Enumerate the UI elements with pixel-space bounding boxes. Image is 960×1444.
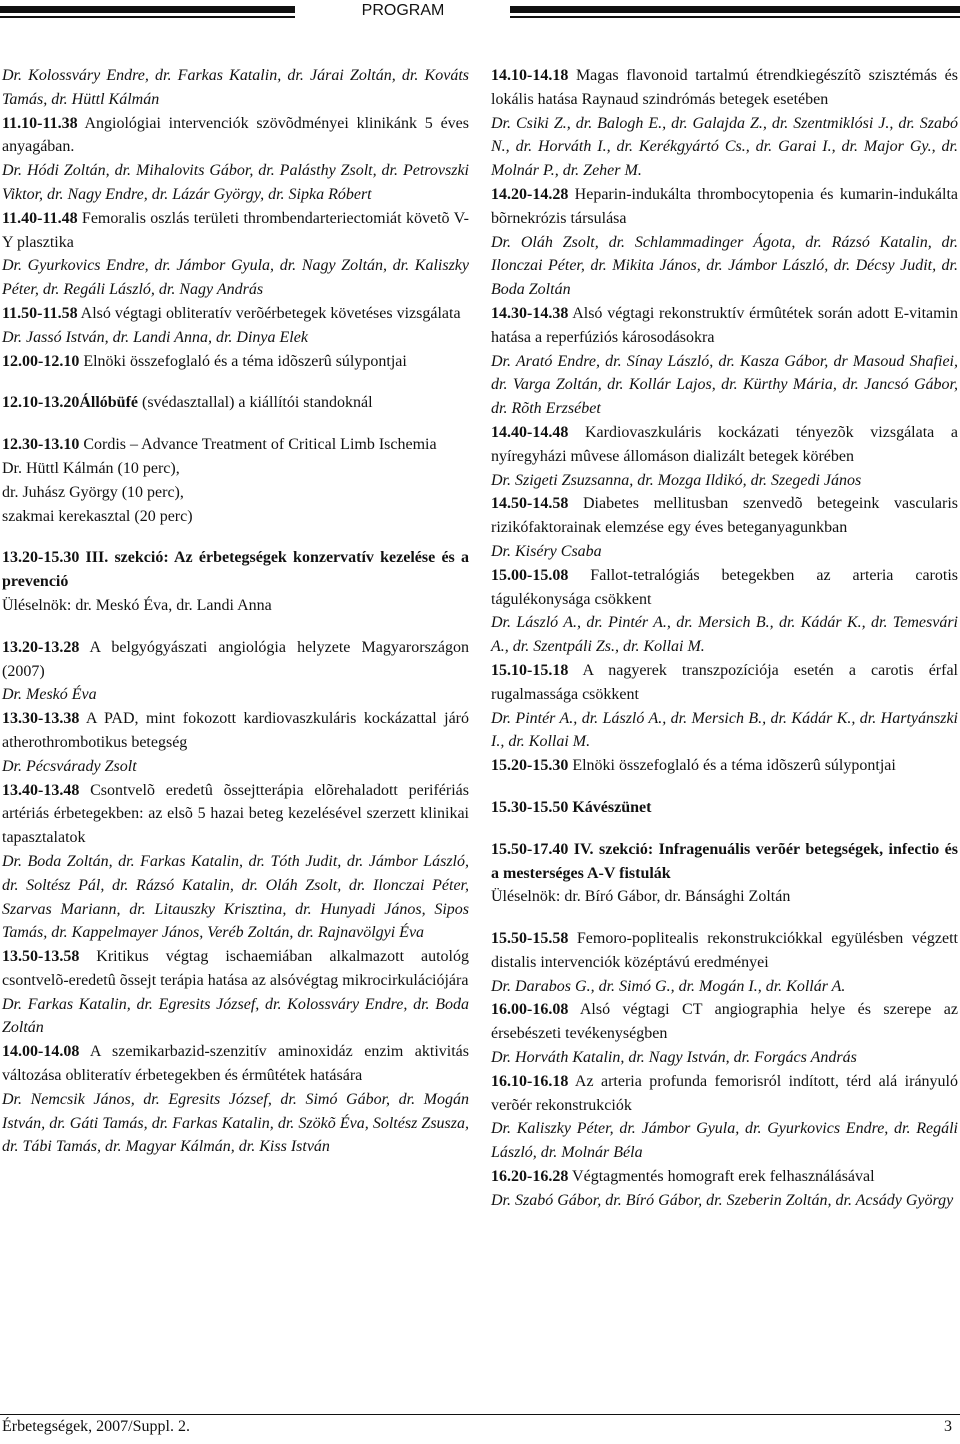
item-title: Csontvelõ eredetû õssejtterápia elõrehaladott perifériás artériás érbetegekben: az elsõ 5 hazai beteg kezelésével szerzett klinikai tapasztalatok	[2, 781, 469, 847]
program-item	[2, 207, 469, 255]
program-item	[491, 1070, 958, 1118]
author-list: Dr. Hódi Zoltán, dr. Mihalovits Gábor, dr. Palásthy Zsolt, dr. Petrovszki Viktor, dr. Nagy Endre, dr. Lázár György, dr. Sipka Róbert	[2, 162, 469, 203]
item-title: A PAD, mint fokozott kardiovaszkuláris kockázattal járó atherothrombotikus betegség	[2, 710, 469, 751]
author-list: Dr. Horváth Katalin, dr. Nagy István, dr. Forgács András	[491, 1049, 857, 1067]
author-list: Dr. Meskó Éva	[2, 686, 97, 704]
spacer	[2, 373, 469, 391]
program-item	[491, 183, 958, 231]
author-list: Dr. Gyurkovics Endre, dr. Jámbor Gyula, dr. Nagy Zoltán, dr. Kaliszky Péter, dr. Regáli László, dr. Nagy András	[2, 257, 469, 299]
item-title: (svédasztallal) a kiállítói standoknál	[138, 394, 373, 412]
session-heading	[2, 546, 469, 594]
time-slot: 12.30-13.10	[2, 436, 80, 454]
program-item	[491, 302, 958, 350]
item-title: Fallot-tetralógiás betegekben az arteria carotis tágulékonysága csökkent	[491, 566, 958, 608]
header-rule-left	[0, 6, 295, 13]
author-list: Dr. Kaliszky Péter, dr. Jámbor Gyula, dr. Gyurkovics Endre, dr. Regáli László, dr. Molnár Béla	[491, 1120, 958, 1162]
program-item	[491, 754, 958, 778]
item-title: A belgyógyászati angiológia helyzete Magyarországon (2007)	[2, 638, 469, 680]
time-slot: 14.30-14.38	[491, 304, 569, 322]
session-heading	[491, 838, 958, 886]
program-item	[491, 659, 958, 707]
footer-journal: Érbetegségek, 2007/Suppl. 2.	[2, 1418, 190, 1435]
item-title: Kritikus végtag ischaemiában alkalmazott autológ csontvelõ-eredetû õssejt terápia hatása az alsóvégtag mikrocirkulációjára	[2, 948, 469, 989]
plain-line: Dr. Hüttl Kálmán (10 perc),	[2, 459, 180, 477]
spacer	[2, 415, 469, 433]
author-list: Dr. Pintér A., dr. László A., dr. Mersich B., dr. Kádár K., dr. Hartyánszki I., dr. Kollai M.	[491, 709, 958, 751]
time-slot: 14.10-14.18	[491, 67, 569, 84]
program-item	[491, 492, 958, 540]
spacer	[491, 778, 958, 796]
time-slot: 15.50-17.40	[491, 840, 569, 858]
time-slot: 12.10-13.20	[2, 394, 80, 412]
item-title: Elnöki összefoglaló és a téma idõszerû súlypontjai	[79, 352, 407, 370]
author-list: Dr. Kolossváry Endre, dr. Farkas Katalin, dr. Járai Zoltán, dr. Kováts Tamás, dr. Hüttl Kálmán	[2, 67, 469, 108]
item-title: Magas flavonoid tartalmú étrendkiegészítõ szisztémás és lokális hatása Raynaud szindrómás betegek esetében	[491, 67, 958, 108]
header-rule-right	[510, 6, 960, 13]
plain-line: Üléselnök: dr. Bíró Gábor, dr. Bánsághi Zoltán	[491, 888, 791, 906]
item-title: Diabetes mellitusban szenvedõ betegeink vascularis rizikófaktorainak elemzése egy éves beteganyagunkban	[491, 495, 958, 537]
session-heading	[491, 796, 958, 820]
time-slot: 16.00-16.08	[491, 1001, 569, 1019]
session-title: IV. szekció: Infragenuális verõér betegségek, infectio és a mesterséges A-V fistulák	[491, 840, 958, 882]
time-slot: 15.10-15.18	[491, 661, 569, 679]
author-list: Dr. László A., dr. Pintér A., dr. Mersich B., dr. Kádár K., dr. Temesvári A., dr. Szentpáli Zs., dr. Kollai M.	[491, 614, 958, 656]
program-item	[2, 112, 469, 160]
item-title: Alsó végtagi rekonstruktív érmûtétek során adott E-vitamin hatása a reperfúziós károsodásokra	[491, 304, 958, 346]
program-item	[2, 779, 469, 850]
time-slot: 15.00-15.08	[491, 566, 569, 584]
author-list: Dr. Nemcsik János, dr. Egresits József, dr. Simó Gábor, dr. Mogán István, dr. Gáti Tamás, dr. Farkas Katalin, dr. Szökõ Éva, Soltész Zsusza, dr. Tábi Tamás, dr. Magyar Kálmán, dr. Kiss István	[2, 1090, 469, 1156]
item-title: Az arteria profunda femorisról indított, térd alá irányuló verõér rekonstrukciók	[491, 1072, 958, 1114]
plain-line: Üléselnök: dr. Meskó Éva, dr. Landi Anna	[2, 596, 272, 614]
author-list: Dr. Kiséry Csaba	[491, 542, 602, 560]
time-slot: 13.20-15.30	[2, 549, 80, 567]
item-title: Elnöki összefoglaló és a téma idõszerû súlypontjai	[568, 757, 896, 775]
program-item	[2, 391, 469, 415]
author-list: Dr. Arató Endre, dr. Sínay László, dr. Kasza Gábor, dr Masoud Shafiei, dr. Varga Zoltán, dr. Kollár Lajos, dr. Kürthy Mária, dr. Jancsó Gábor, dr. Rõth Erzsébet	[491, 352, 958, 418]
item-title: Femoro-poplitealis rekonstrukciókkal együlésben végzett distalis intervenciók középtávú eredményei	[491, 930, 958, 971]
footer-page-number: 3	[944, 1418, 952, 1435]
author-list: Dr. Szabó Gábor, dr. Bíró Gábor, dr. Szeberin Zoltán, dr. Acsády György	[491, 1191, 954, 1209]
program-item	[2, 433, 469, 457]
author-list: Dr. Darabos G., dr. Simó G., dr. Mogán I., dr. Kollár A.	[491, 977, 846, 995]
author-list: Dr. Boda Zoltán, dr. Farkas Katalin, dr. Tóth Judit, dr. Jámbor László, dr. Soltész Pál, dr. Rázsó Katalin, dr. Oláh Zsolt, dr. Ilonczai Péter, Szarvas Mariann, dr. Litauszky Krisztina, dr. Hunyadi János, Sipos Tamás, dr. Kappelmayer János, Veréb Zoltán, dr. Rajnavölgyi Éva	[2, 852, 469, 942]
time-slot: 11.50-11.58	[2, 304, 78, 322]
item-title: Angiológiai intervenciók szövõdményei klinikánk 5 éves anyagában.	[2, 114, 469, 156]
header-rule-left-thin	[0, 16, 295, 18]
right-column	[491, 64, 958, 1213]
time-slot: 12.00-12.10	[2, 352, 80, 370]
plain-line: szakmai kerekasztal (20 perc)	[2, 507, 193, 525]
program-item	[491, 927, 958, 975]
time-slot: 15.50-15.58	[491, 930, 569, 948]
section-header-title: PROGRAM	[361, 2, 445, 19]
time-slot: 13.40-13.48	[2, 781, 80, 799]
spacer	[2, 618, 469, 636]
item-title: Heparin-indukálta thrombocytopenia és kumarin-indukálta bõrnekrózis társulása	[491, 185, 958, 227]
time-slot: 15.20-15.30	[491, 757, 569, 775]
item-title: Alsó végtagi CT angiographia helye és szerepe az érsebészeti tevékenységben	[491, 1001, 958, 1043]
spacer	[2, 528, 469, 546]
program-item	[2, 707, 469, 755]
program-item	[491, 64, 958, 112]
time-slot: 14.40-14.48	[491, 423, 569, 441]
author-list: Dr. Csiki Z., dr. Balogh E., dr. Galajda Z., dr. Szentmiklósi J., dr. Szabó N., dr. Horváth I., dr. Kerékgyártó Cs., dr. Garai I., dr. Major Gy., dr. Molnár P., dr. Zeher M.	[491, 114, 958, 180]
plain-line: dr. Juhász György (10 perc),	[2, 483, 184, 501]
time-slot: 13.30-13.38	[2, 710, 80, 728]
author-list: Dr. Szigeti Zsuzsanna, dr. Mozga Ildikó, dr. Szegedi János	[491, 471, 862, 489]
author-list: Dr. Farkas Katalin, dr. Egresits József, dr. Kolossváry Endre, dr. Boda Zoltán	[2, 995, 469, 1037]
program-item	[2, 302, 469, 326]
time-slot: 13.20-13.28	[2, 638, 80, 656]
program-item	[491, 564, 958, 612]
footer-rule	[0, 1414, 960, 1415]
time-slot: 14.50-14.58	[491, 495, 569, 513]
program-item	[491, 1165, 958, 1189]
program-item	[491, 421, 958, 469]
time-slot: 13.50-13.58	[2, 948, 80, 966]
time-slot: 11.40-11.48	[2, 209, 78, 227]
spacer	[491, 909, 958, 927]
program-item	[2, 350, 469, 374]
author-list: Dr. Pécsvárady Zsolt	[2, 757, 137, 775]
item-title: Femoralis oszlás területi thrombendarteriectomiát követõ V-Y plasztika	[2, 209, 469, 251]
item-title: A nagyerek transzpozíciója esetén a carotis érfal rugalmassága csökkent	[491, 661, 958, 703]
program-item	[2, 945, 469, 993]
item-title: Cordis – Advance Treatment of Critical Limb Ischemia	[79, 436, 437, 454]
time-slot: 16.20-16.28	[491, 1168, 569, 1186]
item-title: Kardiovaszkuláris kockázati tényezõk vizsgálata a nyíregyházi mûvese állomáson dializált betegek körében	[491, 423, 958, 465]
item-title: A szemikarbazid-szenzitív aminoxidáz enzim aktivitás változása obliteratív érbetegekben és érmûtétek hatására	[2, 1043, 469, 1085]
item-title: Végtagmentés homograft erek felhasználásával	[568, 1168, 875, 1186]
program-item	[491, 998, 958, 1046]
header-rule-right-thin	[510, 16, 960, 18]
program-item	[2, 1040, 469, 1088]
item-title: Alsó végtagi obliteratív verõérbetegek követéses vizsgálata	[77, 304, 461, 322]
item-bold-label: Állóbüfé	[79, 394, 138, 412]
session-title: III. szekció: Az érbetegségek konzervatív kezelése és a prevenció	[2, 549, 469, 591]
time-slot: 11.10-11.38	[2, 114, 78, 132]
session-title: Kávészünet	[568, 798, 652, 816]
program-item	[2, 636, 469, 684]
time-slot: 14.00-14.08	[2, 1043, 80, 1061]
author-list: Dr. Jassó István, dr. Landi Anna, dr. Dinya Elek	[2, 328, 308, 346]
time-slot: 16.10-16.18	[491, 1072, 569, 1090]
left-column	[2, 64, 469, 1159]
author-list: Dr. Oláh Zsolt, dr. Schlammadinger Ágota, dr. Rázsó Katalin, dr. Ilonczai Péter, dr. Mikita János, dr. Jámbor László, dr. Décsy Judit, dr. Boda Zoltán	[491, 233, 958, 299]
spacer	[491, 820, 958, 838]
time-slot: 14.20-14.28	[491, 185, 569, 203]
time-slot: 15.30-15.50	[491, 798, 569, 816]
